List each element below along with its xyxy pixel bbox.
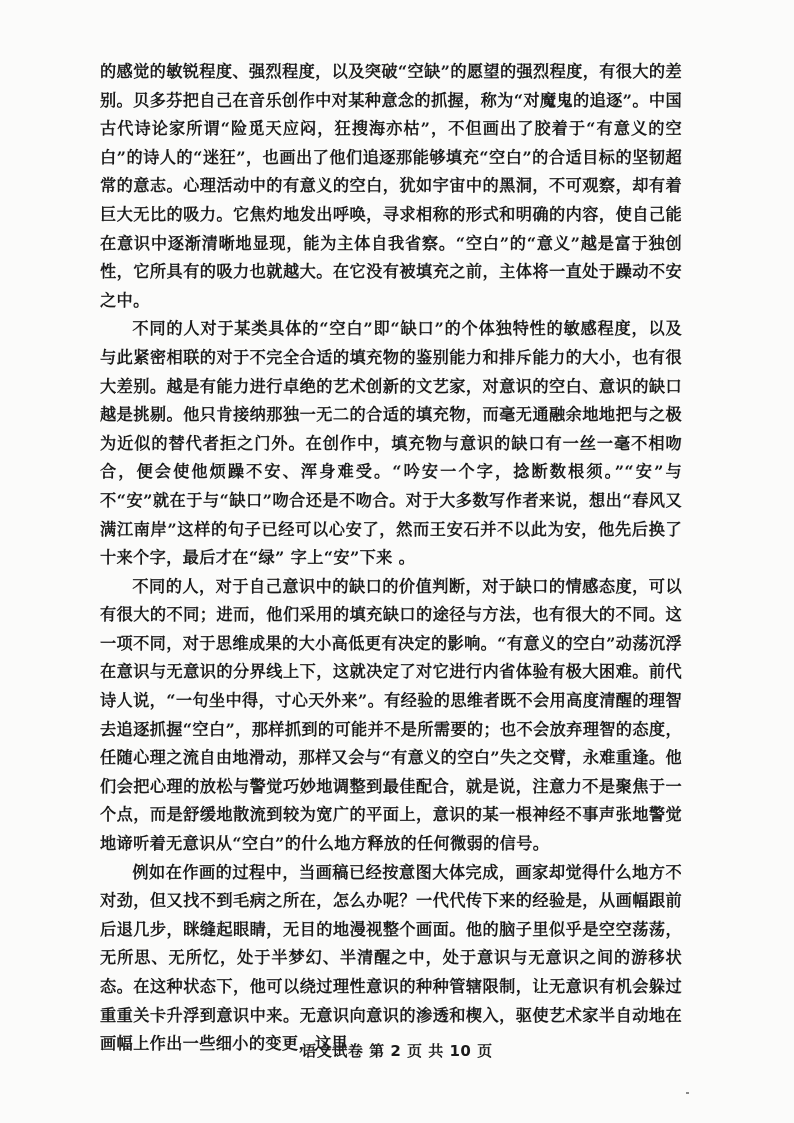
page-footer: 语文试卷 第 2 页 共 10 页 [301, 1042, 493, 1060]
paragraph-4: 例如在作画的过程中，当画稿已经按意图大体完成，画家却觉得什么地方不对劲，但又找不到毛病之所在，怎么办呢？一代代传下来的经验是，从画幅跟前后退几步，眯缝起眼睛，无目的地漫视整个画面。他的脑子里似乎是空空荡荡，无所思、无所忆，处于半梦幻、半清醒之中，处于意识与无意识之间的游移状态。在这种状态下，他可以绕过理性意识的种种管辖限制，让无意识有机会躲过重重关卡升浮到意识中来。无意识向意识的渗透和楔入，驱使艺术家半自动地在画幅上作出一些细小的变更，这里 [100, 862, 682, 1054]
paragraph-1: 的感觉的敏锐程度、强烈程度，以及突破“空缺”的愿望的强烈程度，有很大的差别。贝多芬把自己在音乐创作中对某种意念的抓握，称为“对魔鬼的追逐”。中国古代诗论家所谓“险觅天应闷，狂搜海亦枯”，不但画出了胶着于“有意义的空白”的诗人的“迷狂”，也画出了他们追逐那能够填充“空白”的合适目标的坚韧超常的意志。心理活动中的有意义的空白，犹如宇宙中的黑洞，不可观察，却有着巨大无比的吸力。它焦灼地发出呼唤，寻求相称的形式和明确的内容，使自己能在意识中逐渐清晰地显现，能为主体自我省察。“空白”的“意义”越是富于独创性，它所具有的吸力也就越大。在它没有被填充之前，主体将一直处于躁动不安之中。 [100, 62, 682, 310]
scan-artifact [686, 1092, 689, 1094]
article-body [100, 58, 682, 1059]
paragraph-2: 不同的人对于某类具体的“空白”即“缺口”的个体独特性的敏感程度，以及与此紧密相联的对于不完全合适的填充物的鉴别能力和排斥能力的大小，也有很大差别。越是有能力进行卓绝的艺术创新的文艺家，对意识的空白、意识的缺口越是挑剔。他只肯接纳那独一无二的合适的填充物，而毫无通融余地地把与之极为近似的替代者拒之门外。在创作中，填充物与意识的缺口有一丝一毫不相吻合，便会使他烦躁不安、浑身难受。“吟安一个字，捻断数根须。”“安”与不“安”就在于与“缺口”吻合还是不吻合。对于大多数写作者来说，想出“春风又满江南岸”这样的句子已经可以心安了，然而王安石并不以此为安，他先后换了十来个字，最后才在“绿” 字上“安”下来 。 [100, 319, 682, 568]
paragraph-3: 不同的人，对于自己意识中的缺口的价值判断，对于缺口的情感态度，可以有很大的不同；进而，他们采用的填充缺口的途径与方法，也有很大的不同。这一项不同，对于思维成果的大小高低更有决定的影响。“有意义的空白”动荡沉浮在意识与无意识的分界线上下，这就决定了对它进行内省体验有极大困难。前代诗人说，“一句坐中得，寸心天外来”。有经验的思维者既不会用高度清醒的理智去追逐抓握“空白”，那样抓到的可能并不是所需要的；也不会放弃理智的态度，任随心理之流自由地滑动，那样又会与“有意义的空白”失之交臂，永难重逢。他们会把心理的放松与警觉巧妙地调整到最佳配合，就是说，注意力不是聚焦于一个点，而是舒缓地散流到较为宽广的平面上，意识的某一根神经不事声张地警觉地谛听着无意识从“空白”的什么地方释放的任何微弱的信号。 [100, 576, 682, 854]
